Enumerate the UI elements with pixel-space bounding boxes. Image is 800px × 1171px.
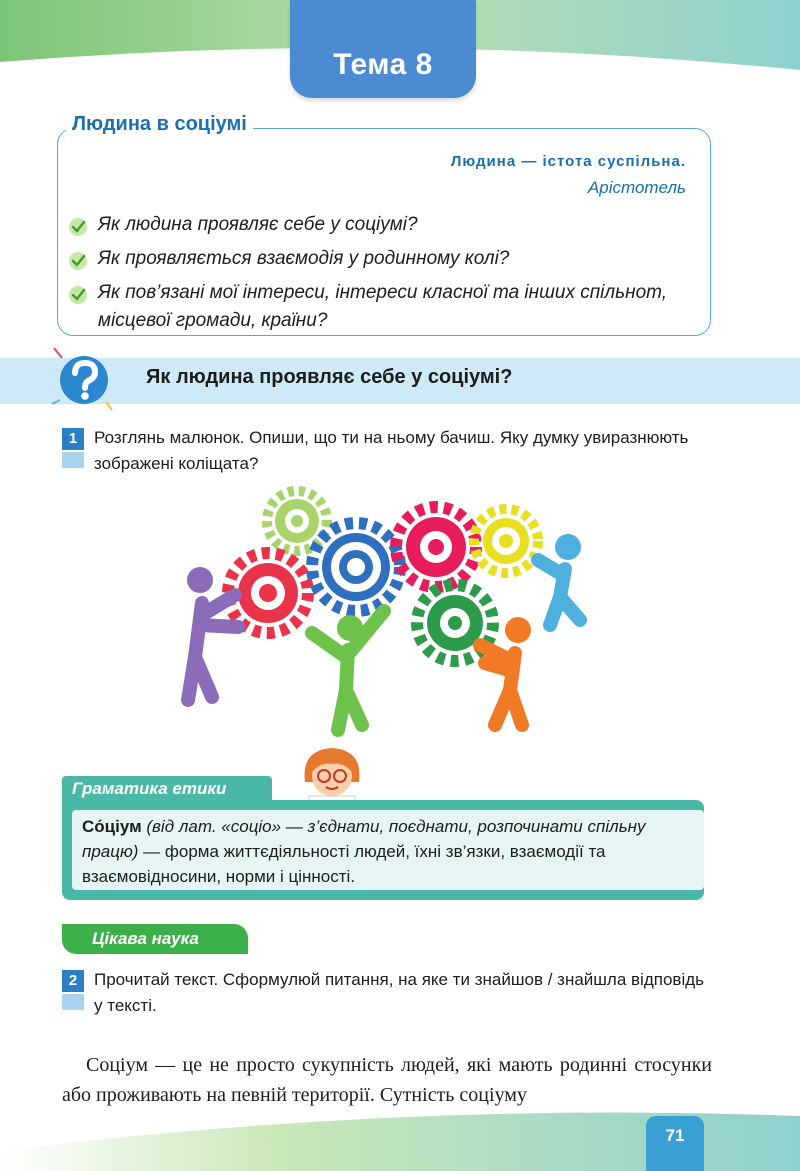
- person-green: [312, 611, 384, 730]
- grammar-term: Со́ціум: [82, 817, 142, 836]
- grammar-ethics-label: [62, 776, 272, 802]
- topic-tab: [290, 0, 476, 98]
- task-2-text: Прочитай текст. Сформулюй питання, на яке ти знайшов / знайшла відповідь у тексті.: [94, 970, 704, 1015]
- epigraph-quote: Людина — істота суспільна.: [450, 153, 686, 170]
- check-icon: [68, 285, 88, 305]
- interesting-science-label-text: Цікава наука: [92, 929, 199, 948]
- interesting-science-label: [62, 924, 248, 954]
- check-icon: [68, 217, 88, 237]
- task-number: 1: [62, 428, 84, 450]
- topic-box: [57, 113, 711, 336]
- task-number-tail: [62, 994, 84, 1010]
- gear-blue: [312, 523, 400, 611]
- person-light-blue: [538, 534, 581, 625]
- section-title: Як людина проявляє себе у соціумі?: [146, 366, 513, 388]
- task-number: 2: [62, 970, 84, 992]
- topic-questions: [68, 211, 688, 341]
- grammar-ethics-label-text: Граматика етики: [72, 779, 227, 798]
- topic-question: [68, 211, 688, 239]
- body-paragraph: Соціум — це не просто сукупність людей, які мають родинні стосунки або проживають на певній території. Сутність соціуму: [62, 1054, 712, 1106]
- girl-avatar: [295, 742, 369, 804]
- topic-question-text: Як людина проявляє себе у соціумі?: [98, 214, 418, 235]
- page-number: 71: [646, 1116, 704, 1171]
- topic-question: [68, 245, 688, 273]
- gears-people-illustration: [150, 485, 630, 750]
- check-icon: [68, 251, 88, 271]
- gear-yellow: [474, 509, 538, 573]
- grammar-definition: [72, 810, 704, 890]
- gear-red-right: [396, 507, 476, 587]
- question-mark-icon: [48, 344, 120, 416]
- person-orange: [480, 617, 531, 725]
- topic-question: [68, 279, 688, 335]
- task-1-text: Розглянь малюнок. Опиши, що ти на ньому бачиш. Яку думку увиразнюють зображені коліщата?: [94, 428, 689, 473]
- grammar-definition-text: — форма життєдіяльності людей, їхні зв’язки, взаємодії та взаємовідносини, норми і цінності.: [82, 842, 606, 886]
- epigraph-author: Арістотель: [587, 178, 686, 197]
- gear-light-green: [267, 491, 327, 551]
- topic-tab-label: Тема 8: [333, 48, 433, 81]
- topic-question-text: Як пов’язані мої інтереси, інтереси класної та інших спільнот, місцевої громади, країни?: [98, 282, 668, 331]
- grammar-ethics-box: [62, 800, 704, 900]
- topic-title: Людина в соціумі: [66, 113, 253, 136]
- epigraph: [451, 153, 686, 198]
- topic-question-text: Як проявляється взаємодія у родинному колі?: [98, 248, 510, 269]
- grammar-etymology: (від лат. «соціо» — з’єднати, поєднати, розпочинати спільну працю): [82, 817, 646, 861]
- task-number-tail: [62, 452, 84, 468]
